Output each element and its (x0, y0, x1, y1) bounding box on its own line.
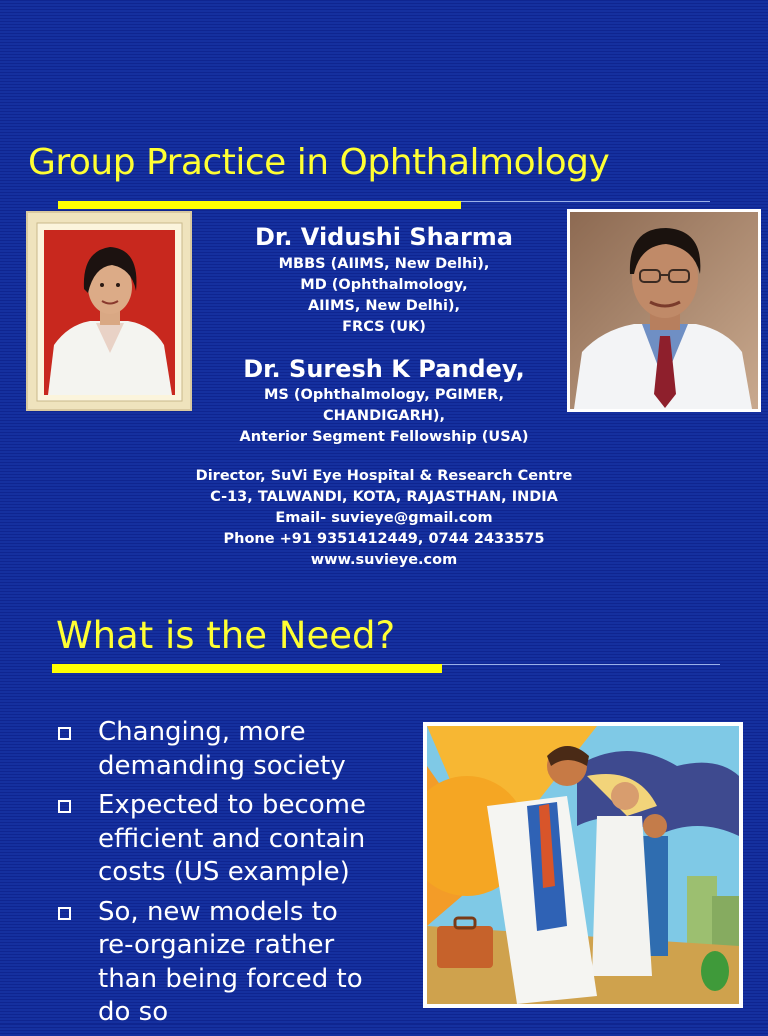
bullet-text-line: do so (98, 997, 169, 1027)
section-underline-bar (52, 664, 442, 673)
phone-line: Phone +91 9351412449, 0744 2433575 (223, 531, 545, 547)
doctor1-info (194, 223, 574, 338)
doctor1-name: Dr. Vidushi Sharma (254, 223, 513, 251)
list-item (58, 789, 408, 890)
section-title: What is the Need? (56, 614, 396, 657)
bullet-text-line: re-organize rather (98, 930, 335, 960)
doctor2-info (154, 355, 614, 448)
doctor2-credential: Anterior Segment Fellowship (USA) (239, 429, 529, 445)
bullet-text-line: demanding society (98, 750, 346, 781)
doctor1-credential: MBBS (AIIMS, New Delhi), (278, 256, 490, 272)
doctor2-name: Dr. Suresh K Pandey, (243, 355, 525, 383)
doctor2-credential: CHANDIGARH), (322, 408, 446, 424)
bullet-list (58, 716, 408, 1036)
bullet-text-line: Changing, more (98, 717, 306, 747)
contact-block (84, 466, 684, 571)
doctor1-credential: AIIMS, New Delhi), (307, 298, 461, 314)
doctor2-credential: MS (Ophthalmology, PGIMER, (263, 387, 505, 403)
bullet-text-line: costs (US example) (98, 857, 350, 887)
doctor1-credential: FRCS (UK) (342, 319, 426, 335)
address-line: C-13, TALWANDI, KOTA, RAJASTHAN, INDIA (210, 489, 558, 505)
section-underline-line (442, 664, 720, 665)
title-underline-line (461, 201, 710, 202)
slide-title: Group Practice in Ophthalmology (28, 142, 610, 183)
email-line: Email- suvieye@gmail.com (275, 510, 493, 526)
bullet-square-icon (58, 800, 71, 813)
bullet-text-line: efficient and contain (98, 823, 366, 854)
bullet-text-line: than being forced to (98, 963, 363, 994)
list-item (58, 896, 408, 1030)
bullet-text-line: So, new models to (98, 896, 338, 927)
bullet-square-icon (58, 727, 71, 740)
bullet-text-line: Expected to become (98, 790, 366, 820)
hospital-line: Director, SuVi Eye Hospital & Research Centre (195, 468, 573, 484)
title-underline-bar (58, 201, 461, 209)
list-item (58, 716, 408, 783)
businesspeople-illustration (423, 722, 743, 1008)
bullet-square-icon (58, 907, 71, 920)
website-line: www.suvieye.com (310, 552, 458, 568)
doctor1-credential: MD (Ophthalmology, (300, 277, 468, 293)
